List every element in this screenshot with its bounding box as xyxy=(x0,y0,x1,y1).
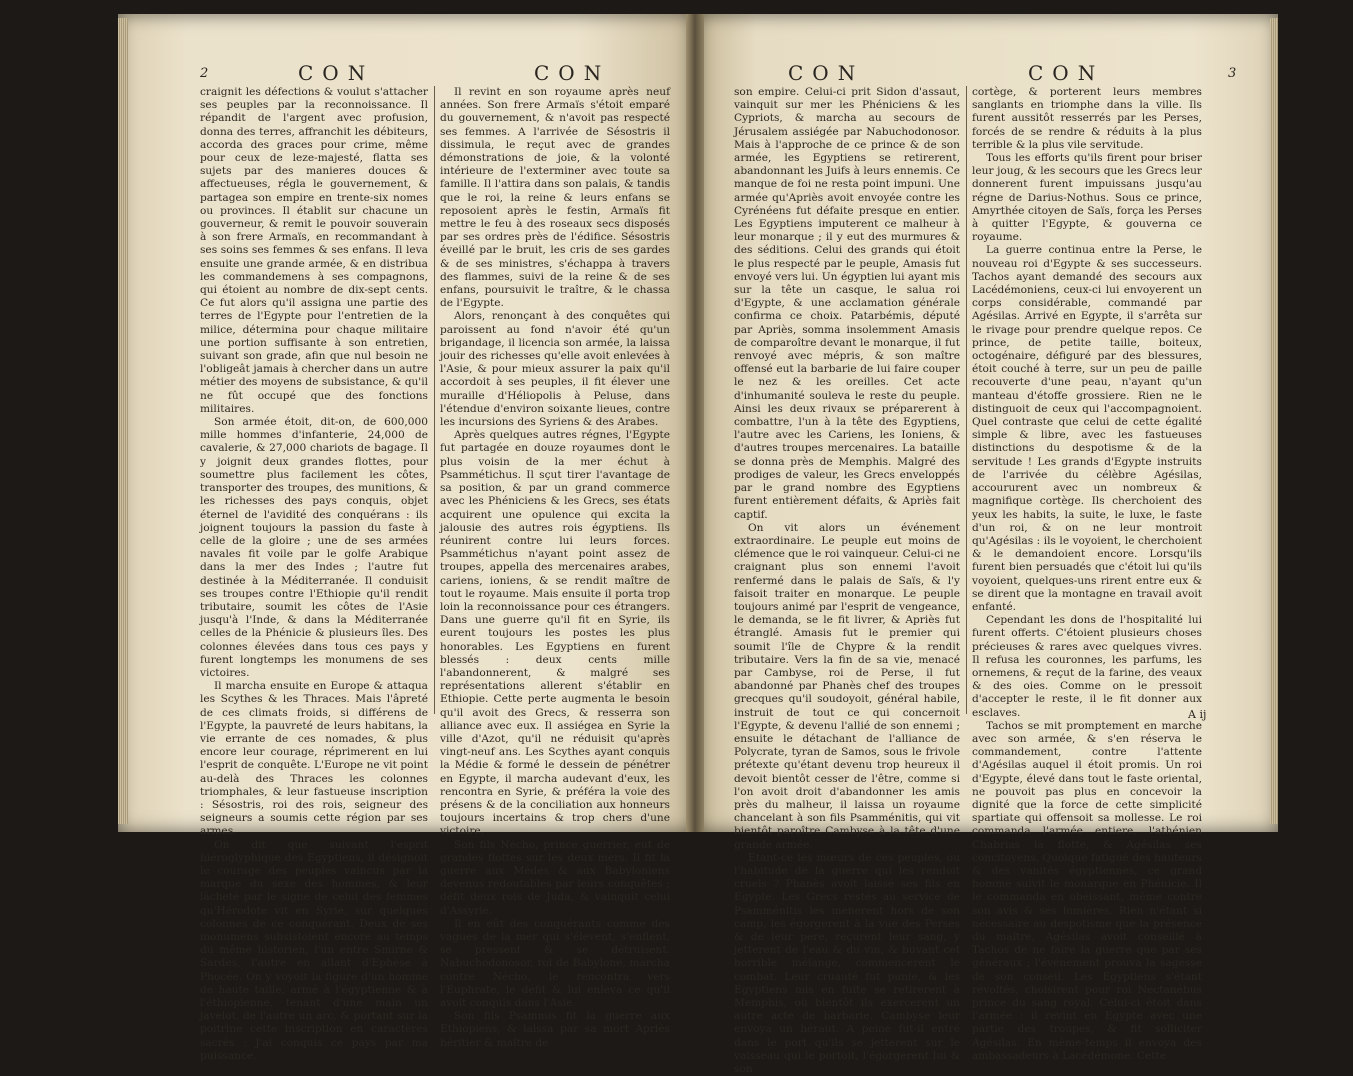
paragraph: Après quelques autres régnes, l'Egypte fut partagée en douze royaumes dont le plus voisin de la mer échut à Psammétichus. Il sçut tirer l'avantage de sa position, & par un grand commerce avec les Phéniciens & les Grecs, ses états acquirent une opulence qui excita la jalousie des autres rois égyptiens. Ils réunirent contre lui leurs forces. Psammétichus n'ayant point assez de troupes, appella des mercenaires arabes, cariens, ioniens, & se rendit maître de tout le royaume. Mais ensuite il porta trop loin la reconnoissance pour ces étrangers. Dans une guerre qu'il fit en Syrie, ils eurent toujours les postes les plus honorables. Les Egyptiens en furent blessés : deux cents mille l'abandonnerent, & malgré ses représentations allerent s'établir en Ethiopie. Cette perte augmenta le besoin qu'il avoit des Grecs, & resserra son alliance avec eux. Il assiégea en Syrie la ville d'Azot, qu'il ne réduisit qu'après vingt-neuf ans. Les Scythes ayant conquis la Médie & formé le dessein de pénétrer en Egypte, il marcha audevant d'eux, les rencontra en Syrie, & préféra la voie des présens & de la conciliation aux honneurs toujours incertains & trop chers d'une victoire. xyxy=(440,429,670,838)
text-column-left-1 xyxy=(200,86,428,1062)
page-number-left: 2 xyxy=(200,66,209,81)
paragraph: On vit alors un événement extraordinaire. Le peuple eut moins de clémence que le roi vainqueur. Celui-ci ne craignant plus son ennemi l'avoit renfermé dans le palais de Saïs, & l'y faisoit traiter en monarque. Le peuple toujours animé par l'esprit de vengeance, le demanda, se le fit livrer, & Apriès fut étranglé. Amasis fut le premier qui soumit l'île de Chypre & la rendit tributaire. Vers la fin de sa vie, menacé par Cambyse, roi de Perse, il fut abandonné par Phanès chef des troupes grecques qu'il soudoyoit, général habile, instruit de tout ce qui concernoit l'Egypte, & devenu l'allié de son ennemi ; ensuite le détachant de l'alliance de Polycrate, tyran de Samos, sous le frivole prétexte qu'étant devenu trop heureux il devoit bientôt cesser de l'être, comme si l'on avoit droit d'abandonner les amis près du malheur, il laissa un royaume chancelant à son fils Psamménitis, qui vit bientôt paroître Cambyse à la tête d'une grande armée. xyxy=(734,521,960,851)
left-page xyxy=(118,14,692,1062)
paragraph: Cependant les dons de l'hospitalité lui furent offerts. C'étoient plusieurs choses précieuses & rares avec quelques vivres. Il refusa les couronnes, les parfums, les ornemens, & reçut de la farine, des veaux & des oies. Comme on le pressoit d'accepter le reste, il le fit donner aux esclaves. xyxy=(972,614,1202,719)
paragraph: On dit que suivant l'esprit hiéroglyphique des Egyptiens, il désignoit le courage des peuples vaincus par la marque du sexe des hommes, & leur lâcheté par le signe de celui des femmes qu'Hérodote vit en Syrie, sur quelques colonnes de ce conquérant. Deux de ses monumens subsistoient encore au temps du même historien, l'un entre Smirne & Sardes, l'autre en allant d'Ephèse à Phocée. On y voyoit la figure d'un homme de haute taille, armé à l'égyptienne & à l'éthiopienne, tenant d'une main un javelot, de l'autre un arc, & portant sur la poitrine cette inscription en caractères sacrés : J'ai conquis ce pays par ma puissance. xyxy=(200,838,428,1062)
right-page xyxy=(698,14,1278,1076)
text-column-left-2 xyxy=(440,86,670,1049)
paragraph: Il marcha ensuite en Europe & attaqua les Scythes & les Thraces. Mais l'âpreté de ces climats froids, si différens de l'Egypte, la pauvreté de leurs habitans, la vie errante de ces nomades, & plus encore leur courage, réprimerent en lui l'esprit de conquête. L'Europe ne vit point au-delà des Thraces les colonnes triomphales, & leur fastueuse inscription : Sésostris, roi des rois, seigneur des seigneurs a soumis cette région par ses armes. xyxy=(200,680,428,838)
page-number-right: 3 xyxy=(1228,66,1237,81)
paragraph: Son armée étoit, dit-on, de 600,000 mille hommes d'infanterie, 24,000 de cavalerie, & 27,000 chariots de bagage. Il y joignit deux grandes flottes, pour soumettre plus facilement les côtes, transporter des troupes, des munitions, & les richesses des pays conquis, objet éternel de l'avidité des conquérans : ils joignent toujours la passion du faste à celle de la gloire ; une de ses armées navales fit voile par le golfe Arabique dans la mer des Indes ; l'autre fut destinée à la Méditerranée. Il conduisit ses troupes contre l'Ethiopie qu'il rendit tributaire, soumit les côtes de l'Asie jusqu'à l'Inde, & dans la Méditerranée celles de la Phénicie & plusieurs îles. Des colonnes élevées dans tous ces pays y furent longtemps les monumens de ses victoires. xyxy=(200,416,428,679)
book-spread xyxy=(118,14,1278,1076)
paragraph: Il en eût des conquérants comme des vagues de la mer qui s'élevent, s'enflent, se pressent & se détruisent. Nabuchodonosor, roi de Babylone, marcha contre Nécho, le rencontra vers l'Euphrate, le défit & lui enleva ce qu'il avoit conquis dans l'Asie. xyxy=(440,917,670,1010)
paragraph: Son fils Nécho, prince guerrier, eut de grandes flottes sur les deux mers. Il fit la guerre aux Médes & aux Babyloniens devenus redoutables par leurs conquêtes ; défit deux rois de Juda, & vainquit celui d'Assyrie. xyxy=(440,838,670,917)
page-edges-right xyxy=(1270,18,1278,824)
column-rule xyxy=(434,86,435,714)
paragraph: Tous les efforts qu'ils firent pour briser leur joug, & les secours que les Grecs leur donnerent furent impuissans jusqu'au régne de Darius-Nothus. Sous ce prince, Amyrthée citoyen de Saïs, força les Perses à quitter l'Egypte, & gouverna ce royaume. xyxy=(972,152,1202,244)
paragraph: Alors, renonçant à des conquêtes qui paroissent au fond n'avoir été qu'un brigandage, il licencia son armée, la laissa jouir des richesses qu'elle avoit enlevées à l'Asie, & pour mieux assurer la paix qu'il accordoit à ses peuples, il fit élever une muraille d'Héliopolis à Peluse, dans l'étendue d'environ soixante lieues, contre les incursions des Syriens & des Arabes. xyxy=(440,310,670,429)
running-head-left-2: CON xyxy=(534,61,611,85)
running-head-left-1: CON xyxy=(298,61,375,85)
text-column-right-1 xyxy=(734,86,960,1076)
running-head-right-1: CON xyxy=(788,61,865,85)
paragraph: craignit les défections & voulut s'attacher ses peuples par la reconnoissance. Il répandit de l'argent avec profusion, donna des terres, affranchit les débiteurs, accorda des graces pour crime, même pour ceux de leze-majesté, flatta ses sujets par des manieres douces & affectueuses, régla le gouvernement, & partagea son empire en trente-six nomes ou provinces. Il établit sur chacune un gouverneur, & remit le pouvoir souverain à son frere Armaïs, en recommandant à ses soins ses femmes & ses enfans. Il leva ensuite une grande armée, & en distribua les commandemens à ses compagnons, qui étoient au nombre de dix-sept cents. Ce fut alors qu'il assigna une partie des terres de l'Egypte pour l'entretien de la milice, détermina pour chaque militaire une portion suffisante à son entretien, suivant son grade, afin que nul besoin ne l'obligeât jamais à chercher dans un autre métier des moyens de subsistance, & qu'il ne fût occupé que des fonctions militaires. xyxy=(200,86,428,415)
paragraph: cortège, & porterent leurs membres sanglants en triomphe dans la ville. Ils furent aussitôt resserrés par les Perses, forcés de se rendre & réduits à la plus terrible & la plus vile servitude. xyxy=(972,86,1202,151)
column-rule xyxy=(966,86,967,714)
paragraph: Il revint en son royaume après neuf années. Son frere Armaïs s'étoit emparé du gouvernement, & n'avoit pas respecté ses femmes. A l'arrivée de Sésostris il dissimula, le reçut avec de grandes démonstrations de joie, & la volonté intérieure de l'exterminer avec toute sa famille. Il l'attira dans son palais, & tandis que le roi, la reine & leurs enfans se reposoient après le festin, Armaïs fit mettre le feu à des roseaux secs disposés par ses ordres près de l'édifice. Sésostris éveillé par le bruit, les cris de ses gardes & de ses ministres, s'échappa à travers des flammes, suivi de la reine & de ses enfans, poursuivit le traître, & le chassa de l'Egypte. xyxy=(440,86,670,310)
signature-mark: A ij xyxy=(1188,708,1207,721)
paragraph: Son fils Psammis fit la guerre aux Ethiopiens, & laissa par sa mort Apriès héritier & maître de xyxy=(440,1010,670,1049)
running-head-right-2: CON xyxy=(1028,61,1105,85)
book-gutter xyxy=(686,14,704,832)
paragraph: La guerre continua entre la Perse, le nouveau roi d'Egypte & ses successeurs. Tachos ayant demandé des secours aux Lacédémoniens, ceux-ci lui envoyerent un corps considérable, commandé par Agésilas. Arrivé en Egypte, il s'arrêta sur le rivage pour prendre quelque repos. Ce prince, de petite taille, boiteux, octogénaire, défiguré par des blessures, étoit couché à terre, sur un peu de paille recouverte d'une peau, n'ayant qu'un manteau d'étoffe grossiere. Rien ne le distinguoit de ceux qui l'accompagnoient. Quel contraste que celui de cette égalité simple & libre, avec les fastueuses distinctions du despotisme & de la servitude ! Les grands d'Egypte instruits de l'arrivée du célèbre Agésilas, accoururent avec un nombreux & magnifique cortège. Ils cherchoient des yeux les habits, la suite, le luxe, le faste d'un roi, & on ne leur montroit qu'Agésilas : ils le voyoient, le cherchoient & le demandoient encore. Lorsqu'ils furent bien persuadés que c'étoit lui qu'ils voyoient, quelques-uns rirent entre eux & se dirent que la montagne en travail avoit enfanté. xyxy=(972,244,1202,613)
paragraph: Etant-ce les mœurs de ces peuples, ou l'habitude de la guerre qui les rendoit cruels ? Phanès avoit laissé ses fils en Egypte. Les Grecs restés au service de Psamménitis les menerent hors de son camp, les égorgerent à la vue des Perses & de leur pere, reçurent leur sang, y jetterent de l'eau & du vin, & buvant cet horrible mélange, commencerent le combat. Leur cruauté fut punie, & les Egyptiens mis en fuite se retirerent à Memphis, où bientôt ils exercerent un autre acte de barbarie. Cambyse leur envoya un héraut. A peine fut-il entré dans le port qu'ils se jetterent sur le vaisseau qui le portoit, l'égorgerent lui & son xyxy=(734,851,960,1076)
paragraph: son empire. Celui-ci prit Sidon d'assaut, vainquit sur mer les Phéniciens & les Cypriots, & marcha au secours de Jérusalem assiégée par Nabuchodonosor. Mais à l'approche de ce prince & de son armée, les Egyptiens se retirerent, abandonnant les Juifs à leurs ennemis. Ce manque de foi ne resta point impuni. Une armée qu'Apriès avoit envoyée contre les Cyrénéens fut défaite presque en entier. Les Egyptiens imputerent ce malheur à leur monarque ; il y eut des murmures & des séditions. Celui des grands qui étoit le plus respecté par le peuple, Amasis fut envoyé vers lui. Un égyptien lui ayant mis sur la tête un casque, le salua roi d'Egypte, & une acclamation générale confirma ce choix. Patarbémis, député par Apriès, somma insolemment Amasis de comparoître devant le monarque, il fut renvoyé avec mépris, & son maître offensé eut la barbarie de lui faire couper le nez & les oreilles. Cet acte d'inhumanité souleva le reste du peuple. Ainsi les deux rivaux se préparerent à combattre, l'un à la tête des Egyptiens, l'autre avec les Cariens, les Ioniens, & d'autres troupes mercenaires. La bataille se donna près de Memphis. Malgré des prodiges de valeur, les Grecs enveloppés par le grand nombre des Egyptiens furent entièrement défaits, & Apriès fait captif. xyxy=(734,86,960,521)
page-edges-left xyxy=(118,18,128,824)
paragraph: Tachos se mit promptement en marche avec son armée, & s'en réserva le commandement, contre l'attente d'Agésilas auquel il étoit promis. Un roi d'Egypte, élevé dans tout le faste oriental, ne pouvoit pas plus en concevoir la dignité que la force de cette simplicité spartiate qui offensoit sa mollesse. Le roi commanda l'armée entiere, l'athénien Chabrias la flotte, & Agésilas ses concitoyens. Quoique fatigué des hauteurs & des vanités égyptiennes, ce grand homme suivit le monarque en Phénicie. Il le commanda en obéissant, même contre son avis & ses lumières. Rien n'étant si nécessaire au despotisme que la présence du maître, Agésilas avoit conseillé à Tachos de ne faire la guerre que par ses généraux ; l'événement prouva la sagesse de son conseil. Les Egyptiens s'étant révoltés, choisirent pour roi Nectanébus prince du sang royal. Celui-ci étoit dans l'armée : il revint en Egypte avec une partie des troupes, & fit solliciter Agésilas. En même-temps il envoya des ambassadeurs à Lacédémone. Cette xyxy=(972,719,1202,1062)
